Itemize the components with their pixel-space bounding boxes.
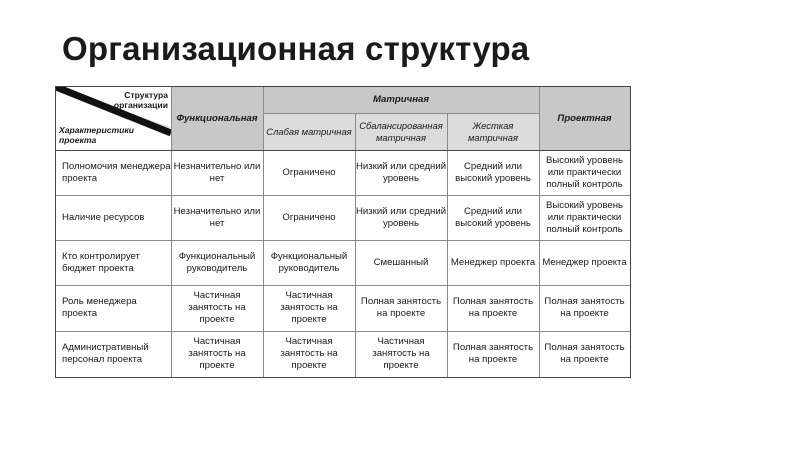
table-cell: Ограничено (263, 195, 355, 240)
corner-top-label: Структура организации (113, 90, 168, 110)
table-cell: Средний или высокий уровень (447, 150, 539, 195)
grid-line (539, 87, 540, 377)
header-balanced-matrix: Сбалансированная матричная (355, 113, 447, 150)
table-cell: Полная занятость на проекте (447, 285, 539, 331)
grid-line (447, 113, 448, 377)
table-cell: Частичная занятость на проекте (263, 331, 355, 377)
page-title: Организационная структура (62, 30, 530, 67)
table-cell: Смешанный (355, 240, 447, 285)
row-label: Наличие ресурсов (56, 195, 171, 240)
table-cell: Полная занятость на проекте (539, 331, 630, 377)
grid-line (56, 285, 630, 286)
table-cell: Низкий или средний уровень (355, 150, 447, 195)
header-matrix: Матричная (263, 87, 539, 113)
header-functional: Функциональная (171, 87, 263, 150)
grid-line (171, 87, 172, 377)
table-cell: Полная занятость на проекте (539, 285, 630, 331)
grid-line (56, 195, 630, 196)
grid-line (263, 87, 264, 377)
table-cell: Незначительно или нет (171, 150, 263, 195)
table-cell: Ограничено (263, 150, 355, 195)
corner-bottom-label: Характеристики проекта (59, 125, 134, 145)
header-strong-matrix: Жесткая матричная (447, 113, 539, 150)
table-cell: Полная занятость на проекте (355, 285, 447, 331)
table-cell: Низкий или средний уровень (355, 195, 447, 240)
table-cell: Полная занятость на проекте (447, 331, 539, 377)
grid-line (56, 150, 630, 151)
grid-line (263, 113, 539, 114)
row-label: Административный персонал проекта (56, 331, 171, 377)
table-cell: Менеджер проекта (539, 240, 630, 285)
grid-line (56, 331, 630, 332)
org-structure-table (55, 86, 631, 378)
grid-line (355, 113, 356, 377)
table-cell: Высокий уровень или практически полный контроль (539, 195, 630, 240)
corner-header (56, 87, 171, 150)
row-label: Полномочия менеджера проекта (56, 150, 171, 195)
header-weak-matrix: Слабая матричная (263, 113, 355, 150)
table-cell: Частичная занятость на проекте (263, 285, 355, 331)
row-label: Роль менеджера проекта (56, 285, 171, 331)
table-cell: Средний или высокий уровень (447, 195, 539, 240)
header-projective: Проектная (539, 87, 630, 150)
row-label: Кто контролирует бюджет проекта (56, 240, 171, 285)
table-cell: Функциональный руководитель (171, 240, 263, 285)
table-cell: Частичная занятость на проекте (171, 331, 263, 377)
table-cell: Функциональный руководитель (263, 240, 355, 285)
table-cell: Частичная занятость на проекте (355, 331, 447, 377)
table-cell: Частичная занятость на проекте (171, 285, 263, 331)
table-cell: Высокий уровень или практически полный контроль (539, 150, 630, 195)
grid-line (56, 240, 630, 241)
table-cell: Менеджер проекта (447, 240, 539, 285)
table-cell: Незначительно или нет (171, 195, 263, 240)
